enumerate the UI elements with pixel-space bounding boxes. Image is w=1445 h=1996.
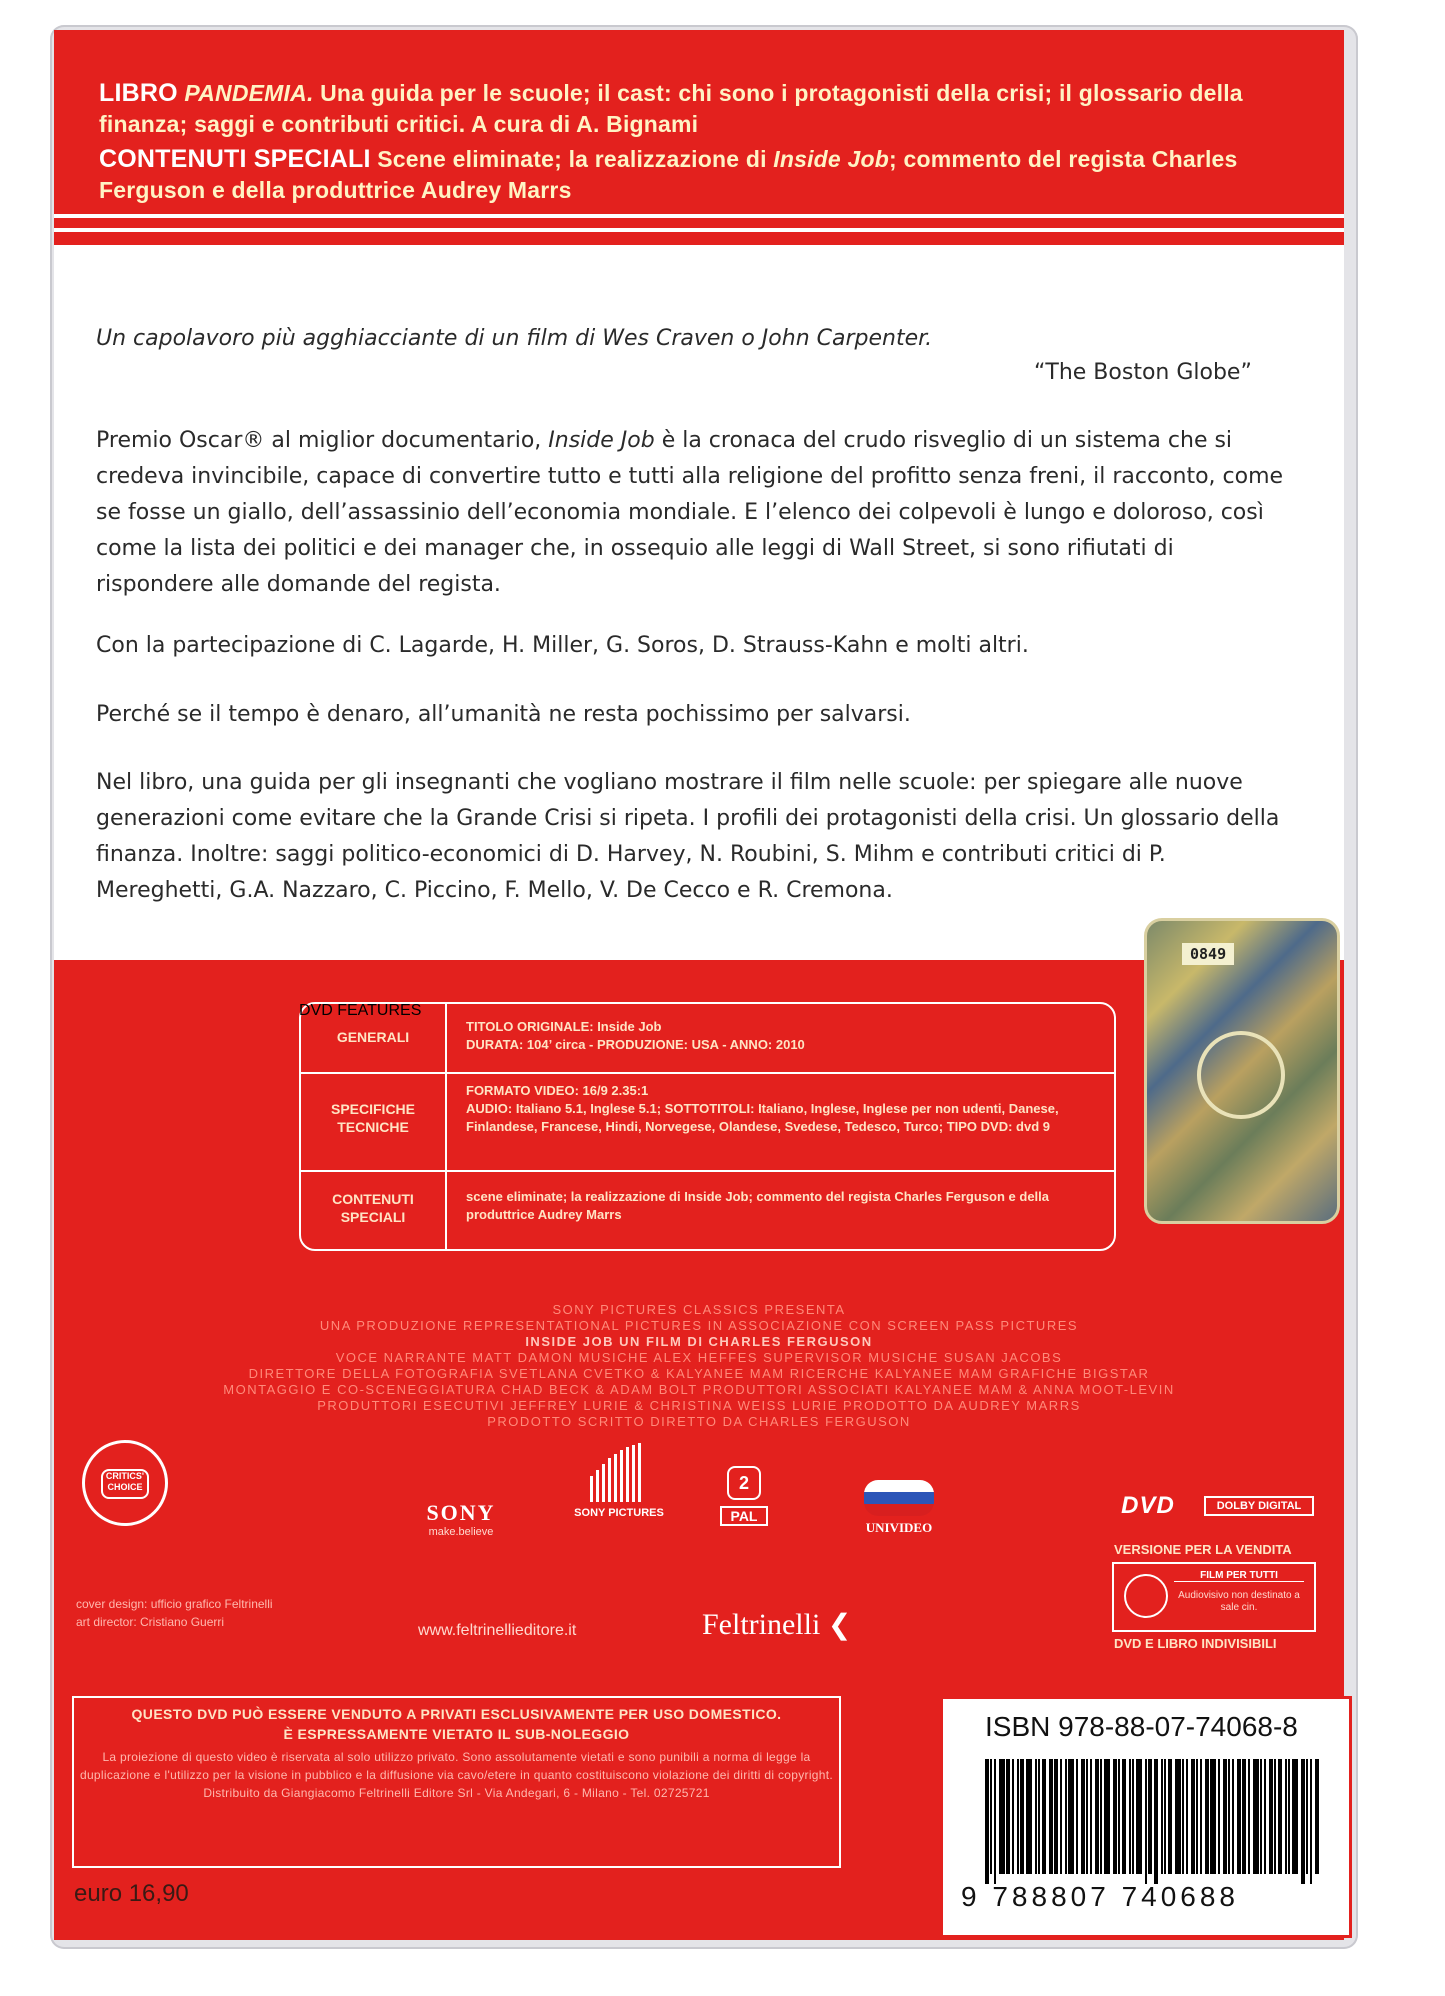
libro-line: LIBRO PANDEMIA. Una guida per le scuole; il cast: chi sono i protagonisti della crisi; il glossario della finanza; saggi e contributi critici. A cura di A. Bignami bbox=[99, 79, 1243, 137]
barcode-bar bbox=[1292, 1759, 1298, 1874]
vendita-label: VERSIONE PER LA VENDITA bbox=[1114, 1542, 1292, 1557]
barcode-bar bbox=[1175, 1759, 1181, 1874]
barcode-bar bbox=[1223, 1759, 1227, 1874]
barcode-bar bbox=[1164, 1759, 1166, 1874]
barcode-bar bbox=[1200, 1759, 1202, 1874]
barcode-bar bbox=[1113, 1759, 1117, 1874]
dvd-logo: DVD bbox=[1121, 1492, 1175, 1519]
barcode-bar bbox=[1006, 1759, 1010, 1874]
feltrinelli-logo: Feltrinelli ❮ bbox=[702, 1608, 852, 1641]
dolby-logo: DOLBY DIGITAL bbox=[1204, 1496, 1314, 1516]
barcode-bar bbox=[1154, 1759, 1158, 1884]
barcode-bar bbox=[1242, 1759, 1246, 1874]
barcode-bar bbox=[1288, 1759, 1290, 1874]
dvd-features-table bbox=[299, 1002, 1116, 1251]
barcode-digits: 9 788807 740688 bbox=[961, 1881, 1239, 1912]
hologram-number: 0849 bbox=[1182, 943, 1234, 965]
barcode-bar bbox=[1100, 1759, 1102, 1874]
barcode-bar bbox=[1315, 1759, 1319, 1874]
barcode-bar bbox=[999, 1759, 1005, 1874]
credits-block: SONY PICTURES CLASSICS PRESENTA UNA PRODUZIONE REPRESENTATIONAL PICTURES IN ASSOCIAZIONE CON SCREEN PASS PICTURES INSIDE JOB UN FILM DI CHARLES FERGUSON VOCE NARRANTE MATT DAMON MUSICHE ALEX HEFFES SUPERVISOR MUSICHE SUSAN JACOBS DIRETTORE DELLA FOTOGRAFIA SVETLANA CVETKO & KALYANEE MAM RICERCHE KALYANEE MAM GRAFICHE BIGSTAR MONTAGGIO E CO-SCENEGGIATURA CHAD BECK & ADAM BOLT PRODUTTORI ASSOCIATI KALYANEE MAM & ANNA MOOT-LEVIN PRODUTTORI ESECUTIVI JEFFREY LURIE & CHRISTINA WEISS LURIE PRODOTTO DA AUDREY MARRS PRODOTTO SCRITTO DIRETTO DA CHARLES FERGUSON bbox=[223, 1302, 1175, 1429]
barcode-bar bbox=[1129, 1759, 1131, 1874]
barcode-bar bbox=[1191, 1759, 1195, 1874]
barcode-bar bbox=[1020, 1759, 1024, 1874]
rating-badge: 2 PAL bbox=[714, 1466, 774, 1526]
barcode-bar bbox=[1228, 1759, 1230, 1874]
barcode-bar bbox=[1017, 1759, 1019, 1874]
legal-notice: QUESTO DVD PUÒ ESSERE VENDUTO A PRIVATI ESCLUSIVAMENTE PER USO DOMESTICO. È ESPRESSAMENTE VIETATO IL SUB-NOLEGGIO La proiezione di questo video è riservata al solo utilizzo privato. Sono assolutamente vietati e sono punibili a norma di legge la duplicazione e l'utilizzo per la visione in pubblico e la diffusione via cavo/etere in quanto costituiscono violazione dei diritti di copyright. Distribuito da Giangiacomo Feltrinelli Editore Srl - Via Andegari, 6 - Milano - Tel. 02725721 bbox=[72, 1696, 841, 1868]
barcode-bar bbox=[1210, 1759, 1216, 1874]
barcode-bar bbox=[1035, 1759, 1037, 1874]
barcode-bar bbox=[1161, 1759, 1163, 1874]
barcode-bar bbox=[1285, 1759, 1287, 1874]
barcode-bar bbox=[990, 1759, 992, 1874]
barcode-bar bbox=[1260, 1759, 1262, 1874]
siae-hologram bbox=[1144, 918, 1340, 1224]
tagline: Perché se il tempo è denaro, all’umanità ne resta pochissimo per salvarsi. bbox=[96, 702, 911, 727]
barcode-bar bbox=[1026, 1759, 1032, 1874]
barcode-bar bbox=[1136, 1759, 1142, 1874]
barcode-bar bbox=[1145, 1759, 1147, 1884]
quote-source: “The Boston Globe” bbox=[1034, 360, 1252, 385]
barcode-bar bbox=[1148, 1759, 1152, 1874]
barcode-bar bbox=[1264, 1759, 1266, 1874]
barcode-bar bbox=[1081, 1759, 1085, 1874]
hologram-seal-icon bbox=[1197, 1031, 1285, 1119]
univideo-flag-icon bbox=[864, 1480, 934, 1516]
divider-rule bbox=[54, 214, 1344, 218]
barcode-bar bbox=[1049, 1759, 1053, 1874]
sony-pictures-icon bbox=[584, 1442, 654, 1502]
table-row: GENERALI TITOLO ORIGINALE: Inside Job DURATA: 104’ circa - PRODUZIONE: USA - ANNO: 2010 bbox=[301, 1004, 1114, 1074]
dvd-back-cover bbox=[54, 30, 1344, 1940]
book-paragraph: Nel libro, una guida per gli insegnanti che vogliano mostrare il film nelle scuole: per spiegare alle nuove generazioni come evitare che la Grande Crisi si ripeta. I profili dei protagonisti della crisi. Un glossario della finanza. Inoltre: saggi politico-economici di D. Harvey, N. Roubini, S. Mihm e contributi critici di P. Mereghetti, G.A. Nazzaro, C. Piccino, F. Mello, V. De Cecco e R. Cremona. bbox=[96, 770, 1280, 903]
barcode-bar bbox=[1182, 1759, 1184, 1874]
barcode-bar bbox=[1118, 1759, 1120, 1874]
barcode-bar bbox=[1310, 1759, 1312, 1884]
barcode-bar bbox=[1301, 1759, 1305, 1884]
barcode-bar bbox=[1205, 1759, 1209, 1874]
isbn: ISBN 978-88-07-74068-8 bbox=[985, 1711, 1298, 1742]
barcode-bar bbox=[1090, 1759, 1092, 1874]
barcode-bar bbox=[985, 1759, 989, 1884]
barcode-bar bbox=[1237, 1759, 1241, 1874]
sony-logo: SONY make.believe bbox=[426, 1500, 496, 1538]
synopsis-paragraph: Premio Oscar® al miglior documentario, Inside Job è la cronaca del crudo risveglio di un sistema che si credeva invincibile, capace di convertire tutto e tutti alla religione del profitto senza freni, il racconto, come se fosse un giallo, dell’assassinio dell’economia mondiale. E l’elenco dei colpevoli è lungo e doloroso, così come la lista dei politici e dei manager che, in ossequio alle leggi di Wall Street, si sono rifiutati di rispondere alle domande del regista. bbox=[96, 428, 1284, 597]
publisher-url[interactable]: www.feltrinellieditore.it bbox=[418, 1622, 577, 1639]
barcode-bar bbox=[1218, 1759, 1220, 1874]
barcode-bar bbox=[1104, 1759, 1110, 1874]
barcode-bar bbox=[1086, 1759, 1088, 1874]
barcode-bar bbox=[1248, 1759, 1250, 1874]
top-band bbox=[54, 30, 1344, 230]
table-row: CONTENUTI SPECIALI scene eliminate; la realizzazione di Inside Job; commento del regista Charles Ferguson e della produttrice Audrey Marrs bbox=[332, 1189, 1050, 1225]
sony-pictures-logo: SONY PICTURES bbox=[574, 1442, 664, 1519]
barcode-bar bbox=[1232, 1759, 1234, 1874]
barcode-bar bbox=[1306, 1759, 1308, 1874]
barcode-bar bbox=[1186, 1759, 1188, 1874]
barcode-bar bbox=[1076, 1759, 1078, 1874]
barcode-bar bbox=[1253, 1759, 1259, 1874]
speciali-line: CONTENUTI SPECIALI Scene eliminate; la realizzazione di Inside Job; commento del regista Charles Ferguson e della produttrice Audrey Marrs bbox=[99, 145, 1238, 203]
price: euro 16,90 bbox=[74, 1880, 189, 1907]
barcode-bar bbox=[1095, 1759, 1099, 1874]
barcode-bar bbox=[1060, 1759, 1062, 1874]
barcode-bar bbox=[1196, 1759, 1198, 1874]
barcode-bar bbox=[1168, 1759, 1172, 1874]
barcode-bar bbox=[1274, 1759, 1276, 1874]
ministry-seal-icon bbox=[1124, 1574, 1168, 1618]
barcode-bar bbox=[994, 1759, 996, 1884]
barcode-bar bbox=[1065, 1759, 1067, 1874]
barcode-bar bbox=[1068, 1759, 1074, 1874]
univideo-logo: UNIVIDEO bbox=[844, 1480, 954, 1536]
art-director-credit: art director: Cristiano Guerri bbox=[76, 1615, 225, 1629]
barcode-bar bbox=[1042, 1759, 1046, 1874]
synopsis-panel bbox=[54, 245, 1344, 960]
cast-paragraph: Con la partecipazione di C. Lagarde, H. Miller, G. Soros, D. Strauss-Kahn e molti altri. bbox=[96, 633, 1029, 658]
barcode-bar bbox=[1269, 1759, 1273, 1874]
table-row: SPECIFICHE TECNICHE FORMATO VIDEO: 16/9 2.35:1 AUDIO: Italiano 5.1, Inglese 5.1; SOTTOTITOLI: Italiano, Inglese, Inglese per non udenti, Danese, Finlandese, Francese, Hindi, Norvegese, Olandese, Svedese, Tedesco, Turco; TIPO DVD: dvd 9 bbox=[301, 1072, 1114, 1172]
indivisibili-label: DVD E LIBRO INDIVISIBILI bbox=[1114, 1636, 1277, 1651]
barcode-box bbox=[940, 1696, 1352, 1938]
barcode-bar bbox=[1132, 1759, 1134, 1874]
barcode-bar bbox=[1012, 1759, 1014, 1874]
barcode-bar bbox=[1278, 1759, 1282, 1874]
barcode bbox=[985, 1759, 1325, 1884]
cover-design-credit: cover design: ufficio grafico Feltrinelli bbox=[76, 1597, 273, 1611]
barcode-bar bbox=[1038, 1759, 1040, 1874]
film-per-tutti-box: FILM PER TUTTI Audiovisivo non destinato a sale cin. bbox=[1112, 1562, 1316, 1632]
feltrinelli-mark-icon: ❮ bbox=[827, 1608, 852, 1641]
barcode-bar bbox=[1054, 1759, 1058, 1874]
quote: Un capolavoro più agghiacciante di un film di Wes Craven o John Carpenter. bbox=[96, 326, 933, 351]
critics-choice-logo: CRITICS' CHOICE bbox=[82, 1440, 168, 1526]
barcode-bar bbox=[1122, 1759, 1126, 1874]
dvd-features-label: DVD FEATURES bbox=[299, 1002, 422, 1019]
divider-rule bbox=[54, 228, 1344, 232]
